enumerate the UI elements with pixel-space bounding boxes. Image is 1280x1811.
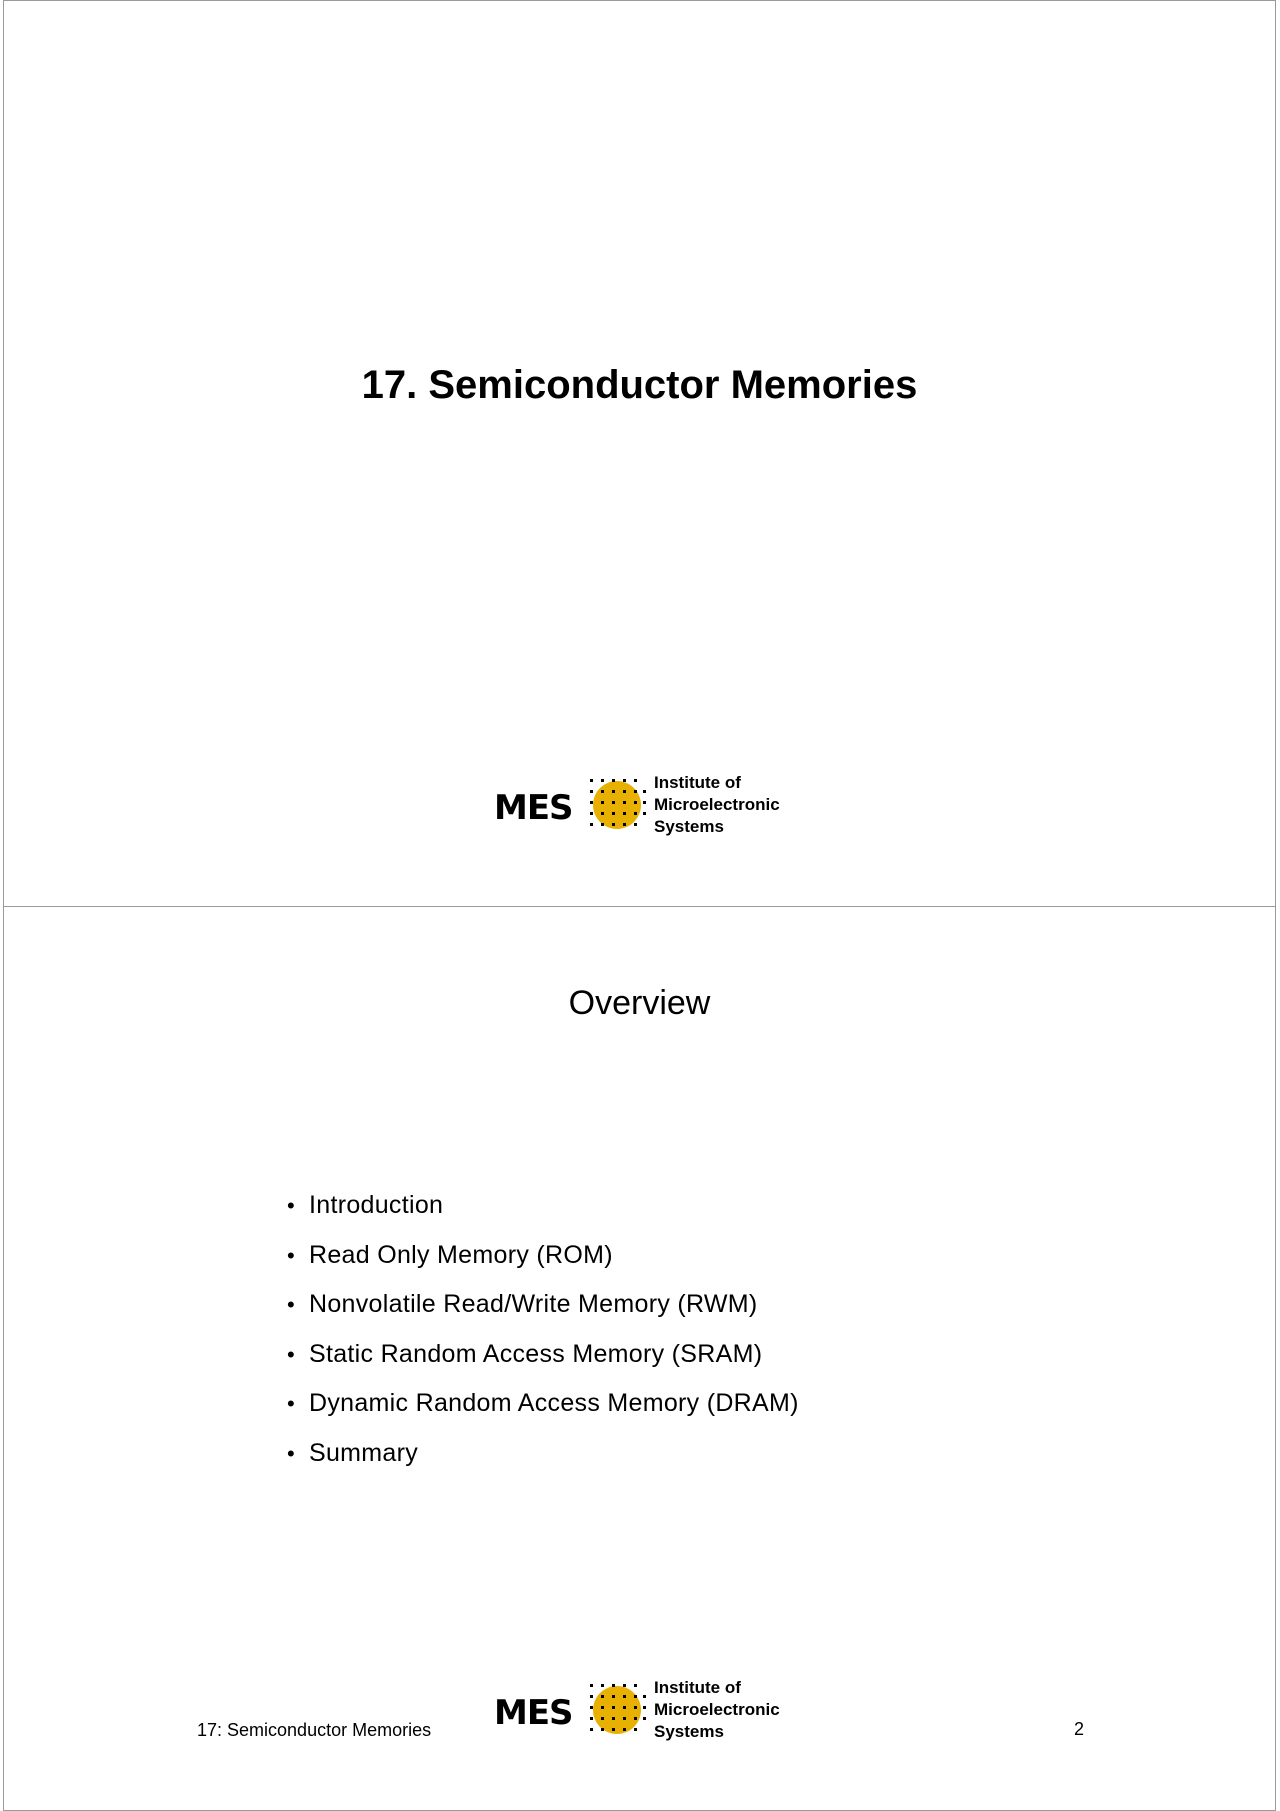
logo-line: Systems bbox=[654, 1722, 724, 1741]
list-item bbox=[287, 1379, 799, 1429]
institute-logo bbox=[494, 770, 794, 836]
footer-chapter-label: 17: Semiconductor Memories bbox=[197, 1720, 432, 1740]
logo-line: Institute of bbox=[654, 1678, 741, 1697]
list-item-text: Nonvolatile Read/Write Memory (RWM) bbox=[309, 1290, 758, 1318]
bullet-icon: • bbox=[287, 1440, 296, 1466]
overview-slide bbox=[3, 906, 1276, 1811]
slide-title: Overview bbox=[568, 984, 711, 1022]
title-slide bbox=[3, 0, 1276, 907]
slide-title: 17. Semiconductor Memories bbox=[361, 363, 918, 407]
logo-line: Institute of bbox=[654, 773, 741, 792]
logo-institute-name bbox=[654, 1677, 780, 1743]
list-item bbox=[287, 1429, 799, 1479]
list-item bbox=[287, 1181, 799, 1231]
list-item-text: Introduction bbox=[309, 1191, 444, 1219]
list-item-text: Dynamic Random Access Memory (DRAM) bbox=[309, 1389, 799, 1417]
bullet-icon: • bbox=[287, 1292, 296, 1317]
logo-line: Microelectronic bbox=[654, 1700, 780, 1719]
list-item bbox=[287, 1231, 799, 1281]
logo-institute-name bbox=[654, 772, 780, 838]
overview-list bbox=[287, 1181, 799, 1478]
bullet-icon: • bbox=[287, 1341, 296, 1367]
page-number: 2 bbox=[1074, 1719, 1085, 1739]
chip-logo-icon bbox=[586, 776, 648, 832]
bullet-icon: • bbox=[287, 1242, 296, 1268]
bullet-icon: • bbox=[287, 1391, 296, 1416]
list-item bbox=[287, 1330, 799, 1380]
logo-line: Microelectronic bbox=[654, 795, 780, 814]
logo-line: Systems bbox=[654, 817, 724, 836]
logo-wordmark: MES bbox=[494, 1693, 573, 1733]
bullet-icon: • bbox=[287, 1193, 296, 1218]
list-item-text: Static Random Access Memory (SRAM) bbox=[309, 1339, 763, 1368]
list-item bbox=[287, 1280, 799, 1330]
logo-wordmark: MES bbox=[494, 788, 573, 828]
chip-logo-icon bbox=[586, 1681, 648, 1737]
list-item-text: Read Only Memory (ROM) bbox=[309, 1240, 613, 1269]
list-item-text: Summary bbox=[309, 1438, 419, 1467]
institute-logo bbox=[494, 1675, 794, 1741]
